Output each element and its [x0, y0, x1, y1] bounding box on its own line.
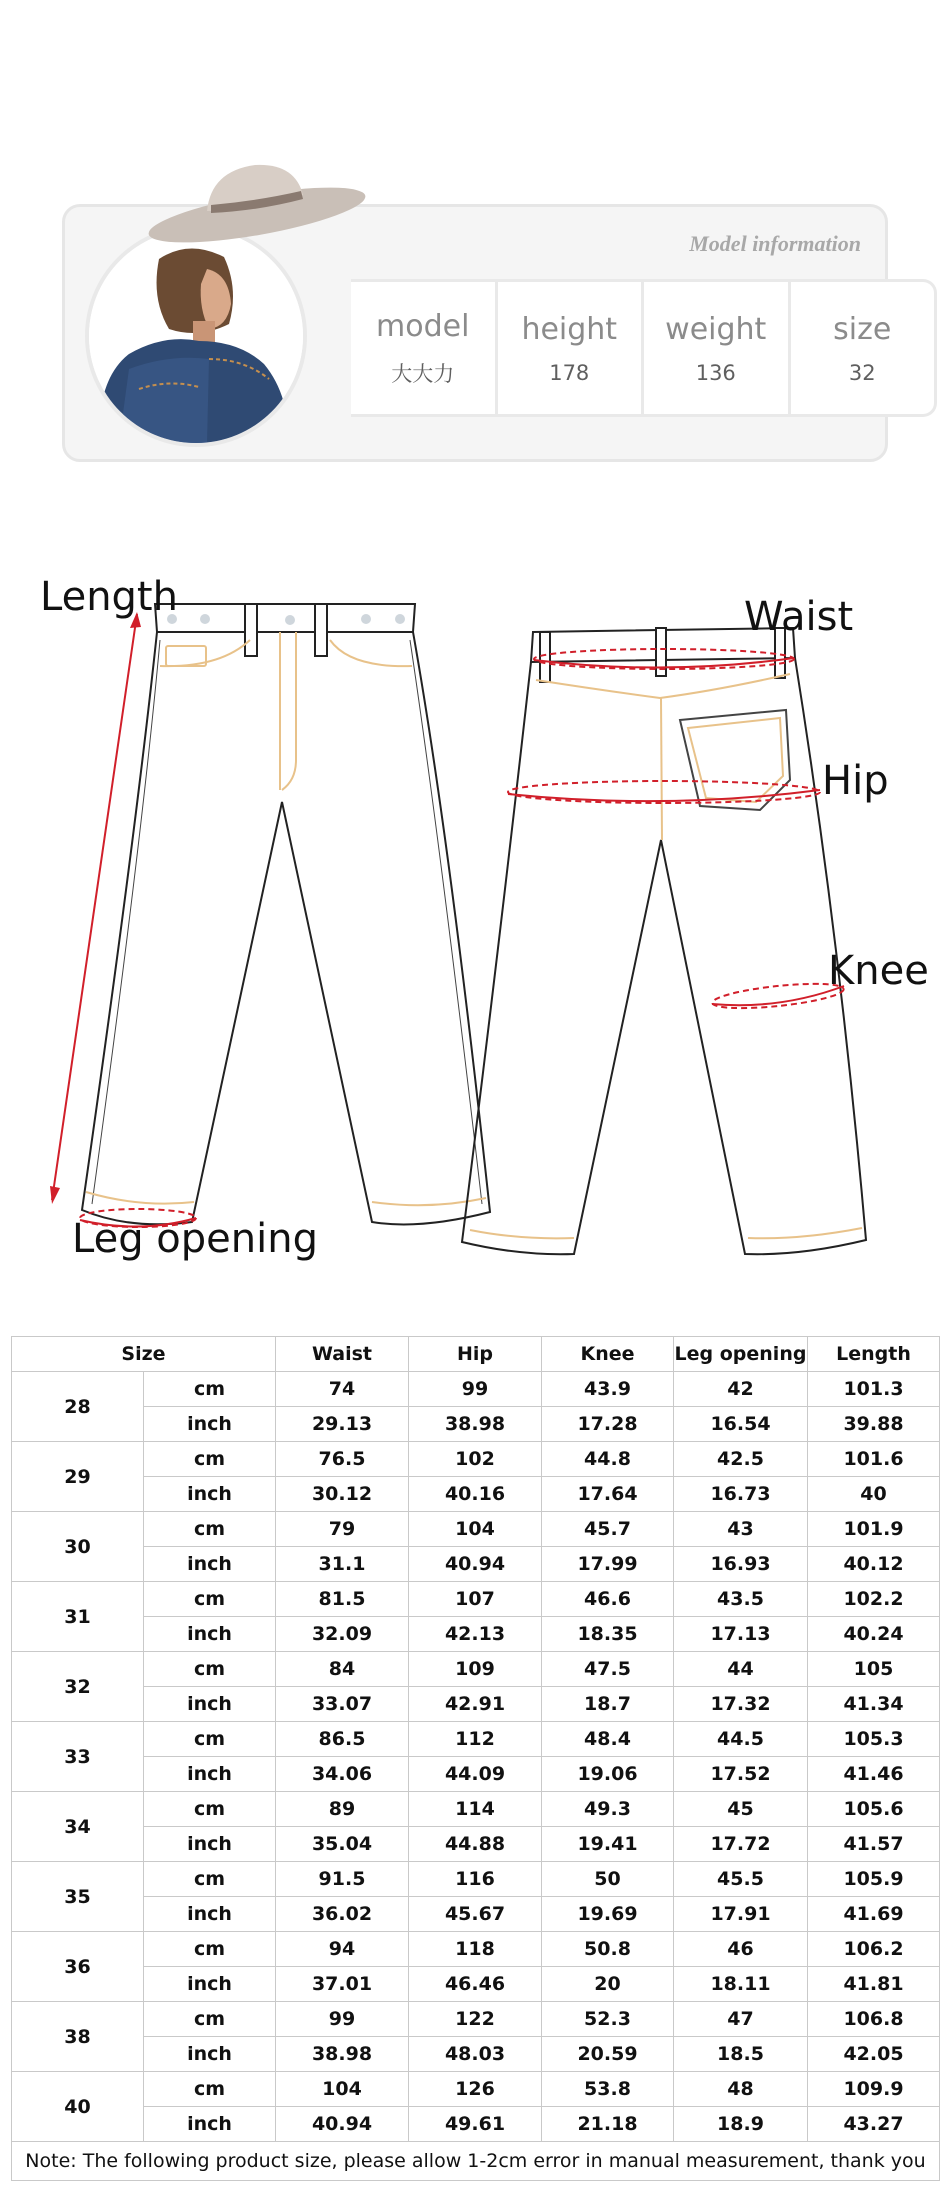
unit-cell: inch — [144, 1477, 276, 1512]
measurement-cell: 99 — [276, 2002, 409, 2037]
measurement-cell: 42.13 — [409, 1617, 542, 1652]
model-info-title: Model information — [689, 231, 861, 256]
size-cell: 36 — [12, 1932, 144, 2002]
measurement-cell: 48.4 — [542, 1722, 674, 1757]
measurement-cell: 30.12 — [276, 1477, 409, 1512]
measurement-cell: 94 — [276, 1932, 409, 1967]
measurement-cell: 17.52 — [674, 1757, 808, 1792]
measurement-cell: 17.99 — [542, 1547, 674, 1582]
measurement-cell: 18.9 — [674, 2107, 808, 2142]
model-stat-value: 32 — [848, 360, 876, 385]
measurement-cell: 45.7 — [542, 1512, 674, 1547]
table-row — [12, 1652, 940, 1687]
table-row — [12, 1757, 940, 1792]
measurement-cell: 49.61 — [409, 2107, 542, 2142]
measurement-cell: 53.8 — [542, 2072, 674, 2107]
hip-label: Hip — [822, 758, 889, 804]
measurement-cell: 40.12 — [808, 1547, 940, 1582]
size-cell: 33 — [12, 1722, 144, 1792]
measurement-cell: 52.3 — [542, 2002, 674, 2037]
measurement-cell: 99 — [409, 1372, 542, 1407]
measurement-cell: 102 — [409, 1442, 542, 1477]
unit-cell: inch — [144, 2107, 276, 2142]
measurement-markers — [50, 612, 845, 1227]
column-header: Length — [808, 1337, 940, 1372]
size-table — [11, 1336, 940, 2181]
model-stat-height — [495, 282, 642, 414]
unit-cell: inch — [144, 2037, 276, 2072]
table-row — [12, 2037, 940, 2072]
table-row — [12, 1407, 940, 1442]
measurement-cell: 122 — [409, 2002, 542, 2037]
measurement-cell: 118 — [409, 1932, 542, 1967]
unit-cell: cm — [144, 1582, 276, 1617]
table-row — [12, 1547, 940, 1582]
table-row — [12, 1582, 940, 1617]
measurement-cell: 43 — [674, 1512, 808, 1547]
measurement-cell: 47 — [674, 2002, 808, 2037]
size-cell: 30 — [12, 1512, 144, 1582]
measurement-cell: 18.35 — [542, 1617, 674, 1652]
measurement-cell: 34.06 — [276, 1757, 409, 1792]
length-label: Length — [40, 574, 178, 620]
measurement-cell: 16.54 — [674, 1407, 808, 1442]
measurement-cell: 116 — [409, 1862, 542, 1897]
measurement-cell: 39.88 — [808, 1407, 940, 1442]
column-header: Leg opening — [674, 1337, 808, 1372]
unit-cell: cm — [144, 2002, 276, 2037]
measurement-cell: 107 — [409, 1582, 542, 1617]
unit-cell: cm — [144, 1512, 276, 1547]
unit-cell: cm — [144, 1652, 276, 1687]
model-stats-panel — [351, 279, 937, 417]
measurement-cell: 86.5 — [276, 1722, 409, 1757]
measurement-cell: 17.13 — [674, 1617, 808, 1652]
unit-cell: inch — [144, 1687, 276, 1722]
front-rivets — [167, 614, 405, 625]
model-stat-label: weight — [665, 311, 767, 347]
measurement-cell: 19.69 — [542, 1897, 674, 1932]
measurement-cell: 104 — [276, 2072, 409, 2107]
column-header: Waist — [276, 1337, 409, 1372]
measurement-cell: 17.28 — [542, 1407, 674, 1442]
knee-label: Knee — [828, 948, 929, 994]
measurement-cell: 41.69 — [808, 1897, 940, 1932]
pants-back-view — [462, 628, 866, 1254]
measurement-cell: 29.13 — [276, 1407, 409, 1442]
measurement-cell: 35.04 — [276, 1827, 409, 1862]
measurement-cell: 40 — [808, 1477, 940, 1512]
measurement-cell: 46.46 — [409, 1967, 542, 2002]
measurement-cell: 105.9 — [808, 1862, 940, 1897]
unit-cell: inch — [144, 1827, 276, 1862]
table-row — [12, 1442, 940, 1477]
table-row — [12, 1617, 940, 1652]
measurement-cell: 44.88 — [409, 1827, 542, 1862]
measurement-cell: 17.32 — [674, 1687, 808, 1722]
measurement-cell: 43.27 — [808, 2107, 940, 2142]
measurement-cell: 40.16 — [409, 1477, 542, 1512]
measurement-cell: 50.8 — [542, 1932, 674, 1967]
table-row — [12, 1512, 940, 1547]
measurement-cell: 91.5 — [276, 1862, 409, 1897]
column-header: Knee — [542, 1337, 674, 1372]
measurement-cell: 106.8 — [808, 2002, 940, 2037]
measurement-cell: 42 — [674, 1372, 808, 1407]
size-cell: 31 — [12, 1582, 144, 1652]
hat-icon — [145, 153, 375, 253]
model-stat-value: 178 — [549, 360, 590, 385]
measurement-cell: 74 — [276, 1372, 409, 1407]
measurement-cell: 43.5 — [674, 1582, 808, 1617]
model-stat-model — [351, 282, 495, 414]
measurement-cell: 105.6 — [808, 1792, 940, 1827]
measurement-cell: 44 — [674, 1652, 808, 1687]
measurement-cell: 44.8 — [542, 1442, 674, 1477]
measurement-cell: 16.93 — [674, 1547, 808, 1582]
table-row — [12, 1862, 940, 1897]
size-cell: 38 — [12, 2002, 144, 2072]
unit-cell: inch — [144, 1617, 276, 1652]
measurement-cell: 44.5 — [674, 1722, 808, 1757]
measurement-cell: 109 — [409, 1652, 542, 1687]
measurement-cell: 19.06 — [542, 1757, 674, 1792]
measurement-cell: 17.91 — [674, 1897, 808, 1932]
table-row — [12, 1372, 940, 1407]
measurement-cell: 32.09 — [276, 1617, 409, 1652]
measurement-cell: 48.03 — [409, 2037, 542, 2072]
measurement-cell: 101.3 — [808, 1372, 940, 1407]
unit-cell: cm — [144, 1932, 276, 1967]
table-row — [12, 2072, 940, 2107]
leg-opening-label: Leg opening — [72, 1216, 318, 1262]
unit-cell: inch — [144, 1407, 276, 1442]
measurement-cell: 45 — [674, 1792, 808, 1827]
measurement-note: Note: The following product size, please allow 1-2cm error in manual measurement, thank you — [12, 2142, 940, 2181]
measurement-cell: 114 — [409, 1792, 542, 1827]
measurement-cell: 46 — [674, 1932, 808, 1967]
measurement-cell: 81.5 — [276, 1582, 409, 1617]
size-cell: 28 — [12, 1372, 144, 1442]
measurement-cell: 42.91 — [409, 1687, 542, 1722]
model-stat-weight — [641, 282, 788, 414]
measurement-cell: 40.24 — [808, 1617, 940, 1652]
measurement-cell: 126 — [409, 2072, 542, 2107]
measurement-cell: 38.98 — [409, 1407, 542, 1442]
pants-front-view — [82, 604, 490, 1224]
unit-cell: inch — [144, 1757, 276, 1792]
measurement-cell: 101.9 — [808, 1512, 940, 1547]
model-stat-label: size — [833, 311, 892, 347]
column-header: Hip — [409, 1337, 542, 1372]
model-info-card — [62, 204, 892, 462]
measurement-cell: 101.6 — [808, 1442, 940, 1477]
measurement-cell: 36.02 — [276, 1897, 409, 1932]
unit-cell: cm — [144, 1792, 276, 1827]
measurement-cell: 18.5 — [674, 2037, 808, 2072]
measurement-cell: 38.98 — [276, 2037, 409, 2072]
measurement-cell: 49.3 — [542, 1792, 674, 1827]
measurement-cell: 43.9 — [542, 1372, 674, 1407]
measurement-cell: 112 — [409, 1722, 542, 1757]
measurement-cell: 89 — [276, 1792, 409, 1827]
measurement-cell: 40.94 — [409, 1547, 542, 1582]
unit-cell: cm — [144, 1722, 276, 1757]
size-cell: 29 — [12, 1442, 144, 1512]
measurement-cell: 79 — [276, 1512, 409, 1547]
measurement-cell: 45.5 — [674, 1862, 808, 1897]
unit-cell: cm — [144, 2072, 276, 2107]
measurement-cell: 19.41 — [542, 1827, 674, 1862]
pants-measurement-diagram — [0, 540, 950, 1270]
table-row — [12, 1687, 940, 1722]
size-table-header-row — [12, 1337, 940, 1372]
measurement-cell: 84 — [276, 1652, 409, 1687]
size-cell: 40 — [12, 2072, 144, 2142]
model-stat-label: height — [521, 311, 618, 347]
size-table-body — [12, 1372, 940, 2142]
measurement-cell: 33.07 — [276, 1687, 409, 1722]
size-cell: 34 — [12, 1792, 144, 1862]
model-stat-value: 大大力 — [391, 361, 455, 386]
table-row — [12, 1792, 940, 1827]
model-avatar — [85, 225, 307, 447]
table-row — [12, 1897, 940, 1932]
table-row — [12, 1967, 940, 2002]
measurement-cell: 104 — [409, 1512, 542, 1547]
pants-illustration — [0, 540, 950, 1270]
table-row — [12, 1932, 940, 1967]
measurement-cell: 17.64 — [542, 1477, 674, 1512]
measurement-cell: 45.67 — [409, 1897, 542, 1932]
unit-cell: cm — [144, 1372, 276, 1407]
measurement-cell: 40.94 — [276, 2107, 409, 2142]
measurement-cell: 16.73 — [674, 1477, 808, 1512]
measurement-cell: 21.18 — [542, 2107, 674, 2142]
measurement-cell: 41.81 — [808, 1967, 940, 2002]
measurement-cell: 106.2 — [808, 1932, 940, 1967]
measurement-cell: 41.46 — [808, 1757, 940, 1792]
measurement-cell: 18.7 — [542, 1687, 674, 1722]
measurement-cell: 105 — [808, 1652, 940, 1687]
measurement-cell: 109.9 — [808, 2072, 940, 2107]
measurement-cell: 44.09 — [409, 1757, 542, 1792]
measurement-cell: 105.3 — [808, 1722, 940, 1757]
measurement-cell: 20 — [542, 1967, 674, 2002]
measurement-cell: 48 — [674, 2072, 808, 2107]
measurement-cell: 50 — [542, 1862, 674, 1897]
measurement-cell: 20.59 — [542, 2037, 674, 2072]
size-table-note-row — [12, 2142, 940, 2181]
unit-cell: cm — [144, 1442, 276, 1477]
measurement-cell: 102.2 — [808, 1582, 940, 1617]
measurement-cell: 41.34 — [808, 1687, 940, 1722]
model-stat-value: 136 — [695, 360, 736, 385]
table-row — [12, 2002, 940, 2037]
unit-cell: cm — [144, 1862, 276, 1897]
model-stat-size — [788, 282, 935, 414]
model-stat-label: model — [376, 308, 470, 344]
table-row — [12, 1722, 940, 1757]
measurement-cell: 41.57 — [808, 1827, 940, 1862]
size-cell: 35 — [12, 1862, 144, 1932]
size-cell: 32 — [12, 1652, 144, 1722]
measurement-cell: 46.6 — [542, 1582, 674, 1617]
unit-cell: inch — [144, 1897, 276, 1932]
table-row — [12, 2107, 940, 2142]
measurement-cell: 37.01 — [276, 1967, 409, 2002]
measurement-cell: 42.05 — [808, 2037, 940, 2072]
unit-cell: inch — [144, 1547, 276, 1582]
waist-label: Waist — [744, 594, 854, 640]
measurement-cell: 18.11 — [674, 1967, 808, 2002]
table-row — [12, 1827, 940, 1862]
measurement-cell: 31.1 — [276, 1547, 409, 1582]
measurement-cell: 17.72 — [674, 1827, 808, 1862]
table-row — [12, 1477, 940, 1512]
measurement-cell: 47.5 — [542, 1652, 674, 1687]
column-header: Size — [12, 1337, 276, 1372]
unit-cell: inch — [144, 1967, 276, 2002]
measurement-cell: 42.5 — [674, 1442, 808, 1477]
measurement-cell: 76.5 — [276, 1442, 409, 1477]
